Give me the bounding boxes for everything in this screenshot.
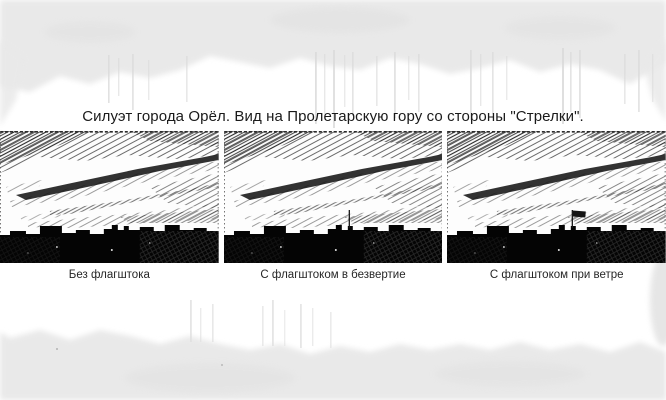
image-title: Силуэт города Орёл. Вид на Пролетарскую гору со стороны "Стрелки". bbox=[82, 108, 584, 125]
bottom-drips bbox=[190, 300, 332, 348]
skyline-image-flagpole-calm bbox=[224, 131, 443, 263]
panel-caption: С флагштоком при ветре bbox=[489, 269, 624, 281]
panel-flagpole-wind bbox=[447, 131, 666, 282]
panel-caption: Без флагштока bbox=[68, 269, 150, 281]
panel-flagpole-calm bbox=[224, 131, 443, 282]
panel-caption: С флагштоком в безвертие bbox=[260, 269, 406, 281]
panel-no-flagpole bbox=[0, 131, 219, 282]
skyline-image-no-flagpole bbox=[0, 131, 219, 263]
grunge-bottom-band bbox=[0, 330, 666, 400]
skyline-image-flagpole-wind bbox=[447, 131, 666, 263]
panel-row bbox=[0, 131, 666, 282]
